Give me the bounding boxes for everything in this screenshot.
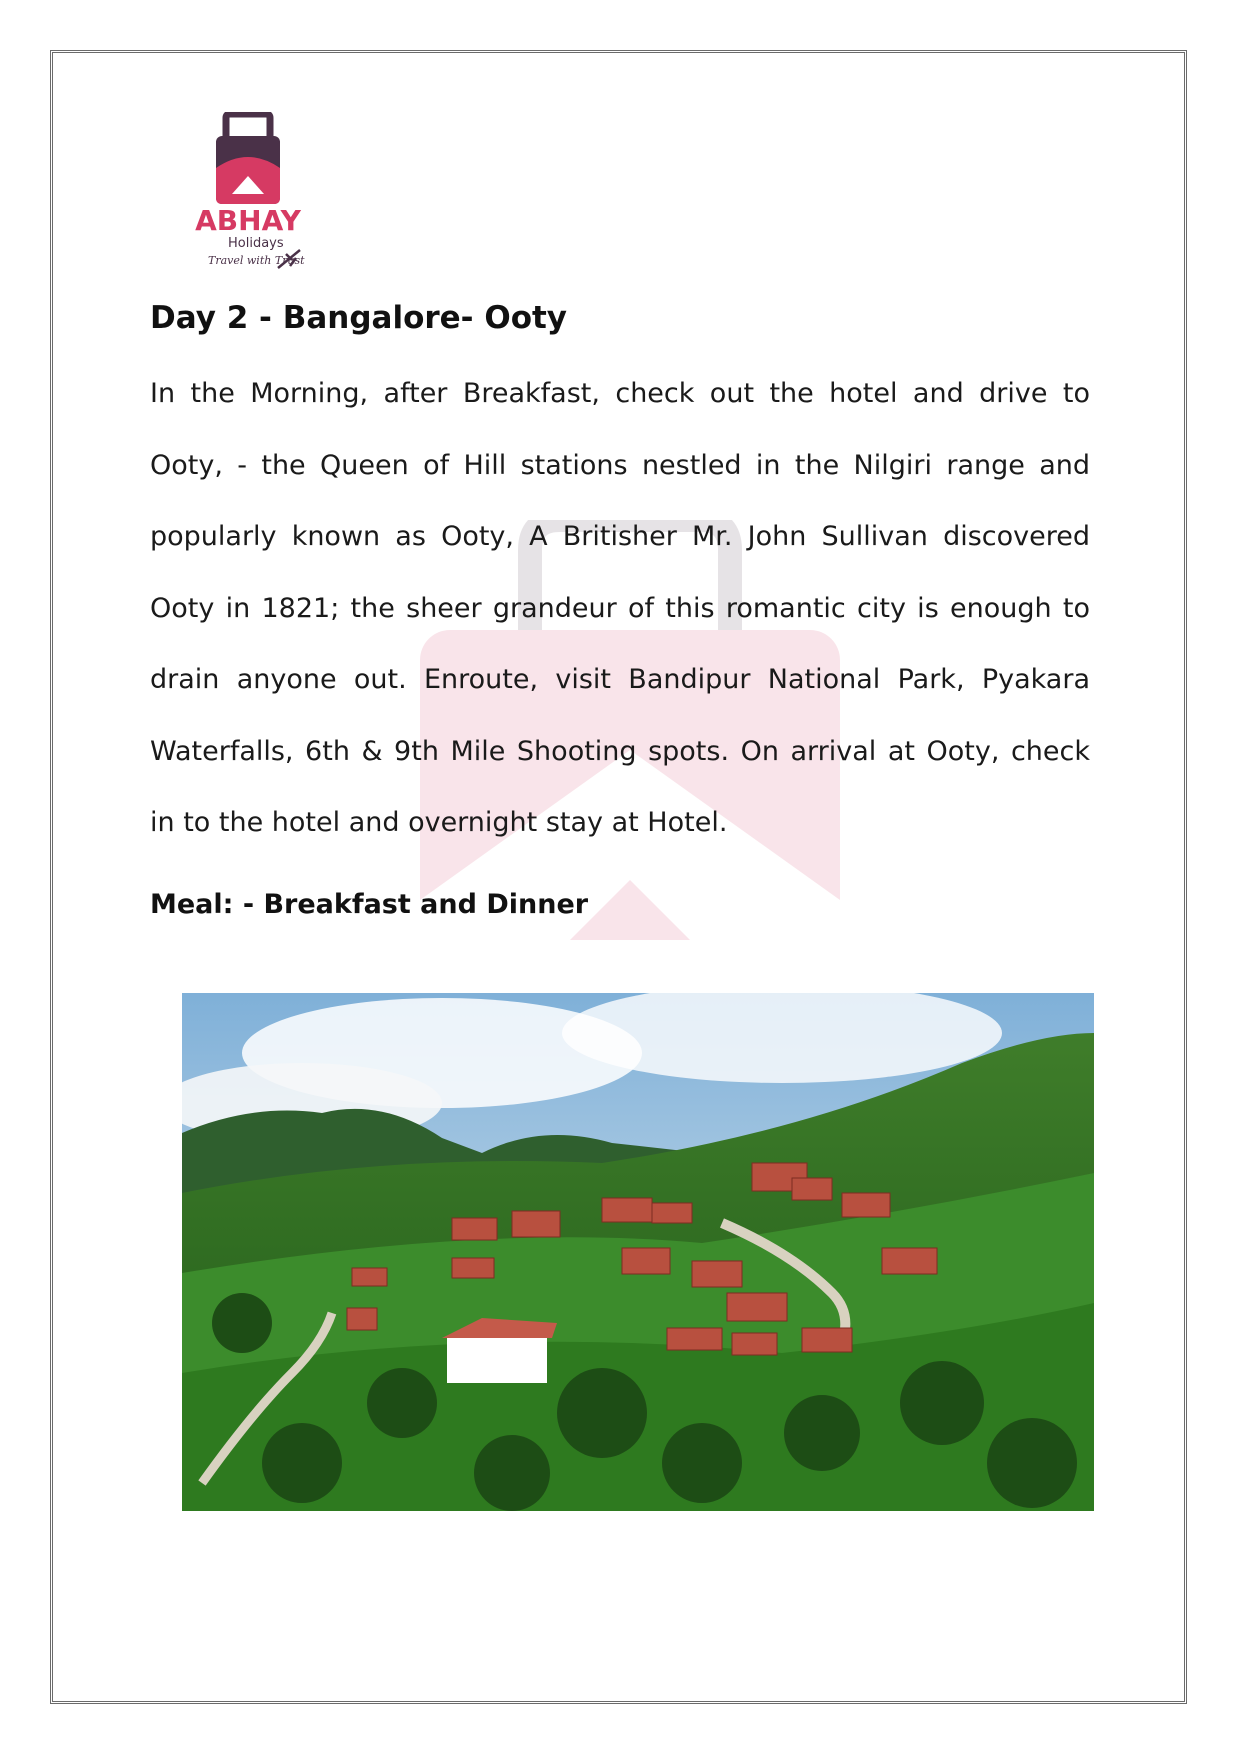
day-title: Day 2 - Bangalore- Ooty bbox=[150, 300, 568, 336]
logo-brand: ABHAY bbox=[195, 204, 301, 237]
ooty-landscape-photo bbox=[182, 993, 1094, 1511]
meal-info: Meal: - Breakfast and Dinner bbox=[150, 888, 589, 920]
landscape-illustration bbox=[182, 993, 1094, 1511]
company-logo bbox=[188, 112, 318, 282]
itinerary-content bbox=[150, 300, 1090, 920]
logo-tagline: Travel with Trust bbox=[208, 254, 305, 267]
luggage-bag-icon bbox=[188, 112, 308, 207]
airplane-icon bbox=[276, 248, 302, 270]
logo-sub: Holidays bbox=[228, 236, 284, 251]
day-description: In the Morning, after Breakfast, check out the hotel and drive to Ooty, - the Queen of Hill stations nestled in the Nilgiri range and popularly known as Ooty, A Britisher Mr. John Sullivan discovered Ooty in 1821; the sheer grandeur of this romantic city is enough to drain anyone out. Enroute, visit Bandipur National Park, Pyakara Waterfalls, 6th & 9th Mile Shooting spots. On arrival at Ooty, check in to the hotel and overnight stay at Hotel. bbox=[150, 378, 1090, 838]
